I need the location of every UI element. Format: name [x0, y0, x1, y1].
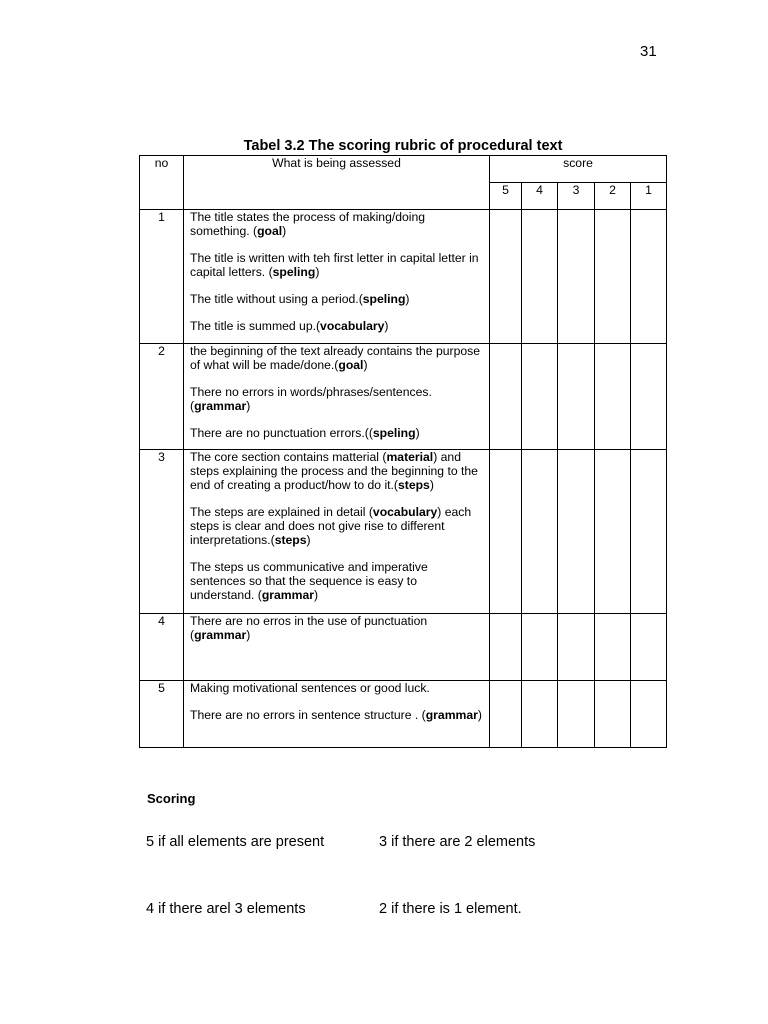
criteria-cell [184, 210, 490, 344]
header-score-5: 5 [490, 183, 522, 210]
criterion [190, 385, 483, 413]
criterion-text: ) [282, 224, 287, 238]
criteria-cell [184, 344, 490, 450]
criterion-category: grammar [194, 399, 247, 413]
criterion-text: ) [314, 588, 319, 602]
page-number: 31 [640, 43, 657, 60]
criterion-text: The title states the process of making/doing something. ( [190, 210, 426, 238]
score-cell [631, 681, 667, 748]
scoring-title: Scoring [147, 791, 196, 806]
criterion [190, 614, 483, 642]
criterion-text: ) [246, 399, 251, 413]
criteria-cell [184, 681, 490, 748]
criterion-text: ) [315, 265, 320, 279]
row-number: 3 [140, 450, 184, 614]
criterion-text: ) [405, 292, 410, 306]
scoring-item-5: 5 if all elements are present [146, 834, 325, 850]
criterion-category: material [386, 450, 434, 464]
criterion [190, 505, 483, 547]
criterion-text: The steps us communicative and imperative sentences so that the sequence is easy to understand. ( [190, 560, 428, 602]
criterion-text: ) [363, 358, 368, 372]
criterion-text: The title is summed up.( [190, 319, 321, 333]
header-score-2: 2 [595, 183, 631, 210]
criterion-category: vocabulary [320, 319, 385, 333]
table-row [140, 210, 667, 344]
score-cell [490, 344, 522, 450]
criterion [190, 426, 483, 440]
table-row [140, 344, 667, 450]
table-row [140, 614, 667, 681]
scoring-item-4: 4 if there arel 3 elements [146, 901, 306, 917]
score-cell [558, 681, 595, 748]
score-cell [595, 210, 631, 344]
criterion-text: ) and steps explaining the process and the beginning to the end of creating a product/how to do it.( [190, 450, 478, 492]
criterion [190, 681, 483, 695]
criterion [190, 210, 483, 238]
score-cell [595, 344, 631, 450]
criterion [190, 450, 483, 492]
table-row [140, 450, 667, 614]
criterion-text: The steps are explained in detail ( [190, 505, 373, 519]
score-cell [522, 681, 558, 748]
score-cell [522, 614, 558, 681]
criterion-text: There are no punctuation errors.(( [190, 426, 373, 440]
criterion [190, 560, 483, 602]
criterion [190, 344, 483, 372]
score-cell [558, 344, 595, 450]
score-cell [490, 450, 522, 614]
header-score-3: 3 [558, 183, 595, 210]
row-number: 5 [140, 681, 184, 748]
criterion [190, 708, 483, 722]
row-number: 1 [140, 210, 184, 344]
criterion-text: Making motivational sentences or good luck. [190, 681, 430, 695]
criterion-text: The title is written with teh first letter in capital letter in capital letters. ( [190, 251, 479, 279]
criterion-text: ) each steps is clear and does not give rise to different interpretations.( [190, 505, 472, 547]
score-cell [522, 450, 558, 614]
score-cell [522, 210, 558, 344]
criterion [190, 292, 483, 306]
table-title: Tabel 3.2 The scoring rubric of procedural text [243, 138, 563, 154]
score-cell [490, 614, 522, 681]
header-score-1: 1 [631, 183, 667, 210]
criterion-category: speling [272, 265, 316, 279]
criterion-category: grammar [194, 628, 247, 642]
score-cell [558, 450, 595, 614]
scoring-item-2: 2 if there is 1 element. [379, 901, 522, 917]
score-cell [522, 344, 558, 450]
criterion-category: steps [398, 478, 430, 492]
row-number: 2 [140, 344, 184, 450]
criterion-text: There are no erros in the use of punctuation ( [190, 614, 428, 642]
rubric-table [139, 155, 667, 748]
criterion-text: ) [246, 628, 251, 642]
header-no: no [140, 156, 184, 210]
score-cell [490, 681, 522, 748]
criterion-category: goal [257, 224, 283, 238]
criterion [190, 319, 483, 333]
header-what-assessed: What is being assessed [184, 156, 490, 210]
criterion-text: ) [384, 319, 389, 333]
score-cell [631, 210, 667, 344]
table-row [140, 681, 667, 748]
rubric-body [140, 210, 667, 748]
criterion-category: speling [372, 426, 416, 440]
criterion-text: There are no errors in sentence structure . ( [190, 708, 426, 722]
criterion-text: The title without using a period.( [190, 292, 363, 306]
score-cell [558, 210, 595, 344]
criterion-category: grammar [261, 588, 314, 602]
criteria-cell [184, 614, 490, 681]
criterion-text: ) [477, 708, 482, 722]
score-cell [631, 614, 667, 681]
criterion-text: ) [415, 426, 420, 440]
criterion-category: speling [362, 292, 406, 306]
criterion-text: the beginning of the text already contains the purpose of what will be made/done.( [190, 344, 480, 372]
score-cell [631, 450, 667, 614]
criterion-text: The core section contains matterial ( [190, 450, 387, 464]
criterion [190, 251, 483, 279]
criterion-category: steps [274, 533, 307, 547]
criteria-cell [184, 450, 490, 614]
score-cell [490, 210, 522, 344]
score-cell [631, 344, 667, 450]
score-cell [558, 614, 595, 681]
criterion-category: vocabulary [372, 505, 438, 519]
criterion-category: goal [338, 358, 364, 372]
score-cell [595, 450, 631, 614]
criterion-text: ) [429, 478, 434, 492]
score-cell [595, 681, 631, 748]
header-score-4: 4 [522, 183, 558, 210]
scoring-item-3: 3 if there are 2 elements [379, 834, 536, 850]
score-cell [595, 614, 631, 681]
row-number: 4 [140, 614, 184, 681]
criterion-text: There no errors in words/phrases/sentences. ( [190, 385, 432, 413]
criterion-text: ) [306, 533, 311, 547]
header-score: score [490, 156, 667, 183]
criterion-category: grammar [425, 708, 478, 722]
